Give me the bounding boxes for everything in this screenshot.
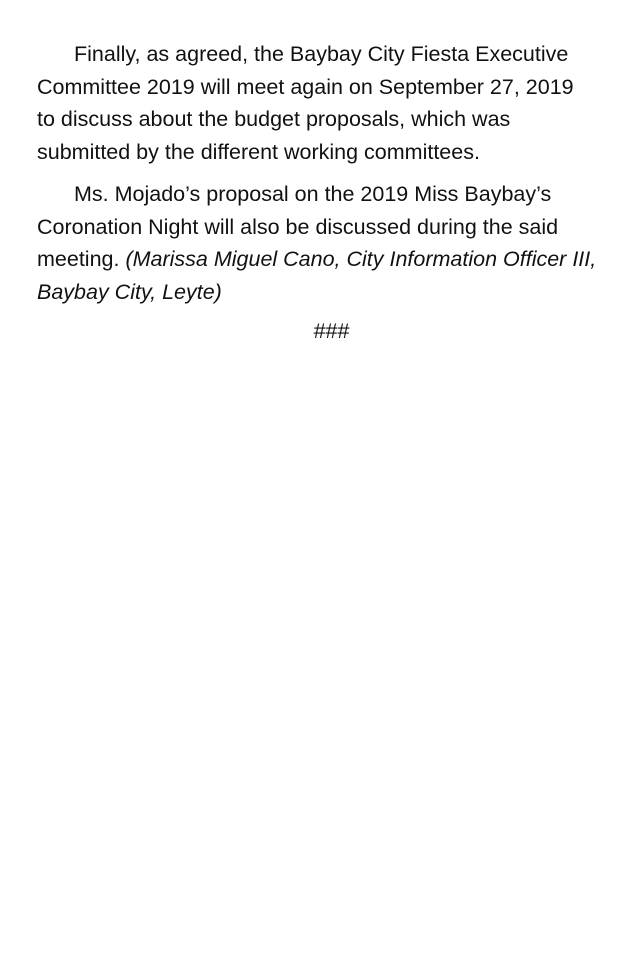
end-of-release-mark: ### xyxy=(313,319,350,343)
paragraph-meeting-announcement xyxy=(37,38,597,168)
document-body xyxy=(37,38,597,308)
author-credit: (Marissa Miguel Cano, City Information Officer III, Baybay City, Leyte) xyxy=(37,247,597,304)
paragraph-2-text: Ms. Mojado’s proposal on the 2019 Miss Baybay’s Coronation Night will also be discussed during the said meeting. xyxy=(37,182,559,271)
paragraph-1-text: Finally, as agreed, the Baybay City Fiesta Executive Committee 2019 will meet again on September 27, 2019 to discuss about the budget proposals, which was submitted by the different working committees. xyxy=(37,42,574,164)
paragraph-coronation-proposal xyxy=(37,178,597,308)
